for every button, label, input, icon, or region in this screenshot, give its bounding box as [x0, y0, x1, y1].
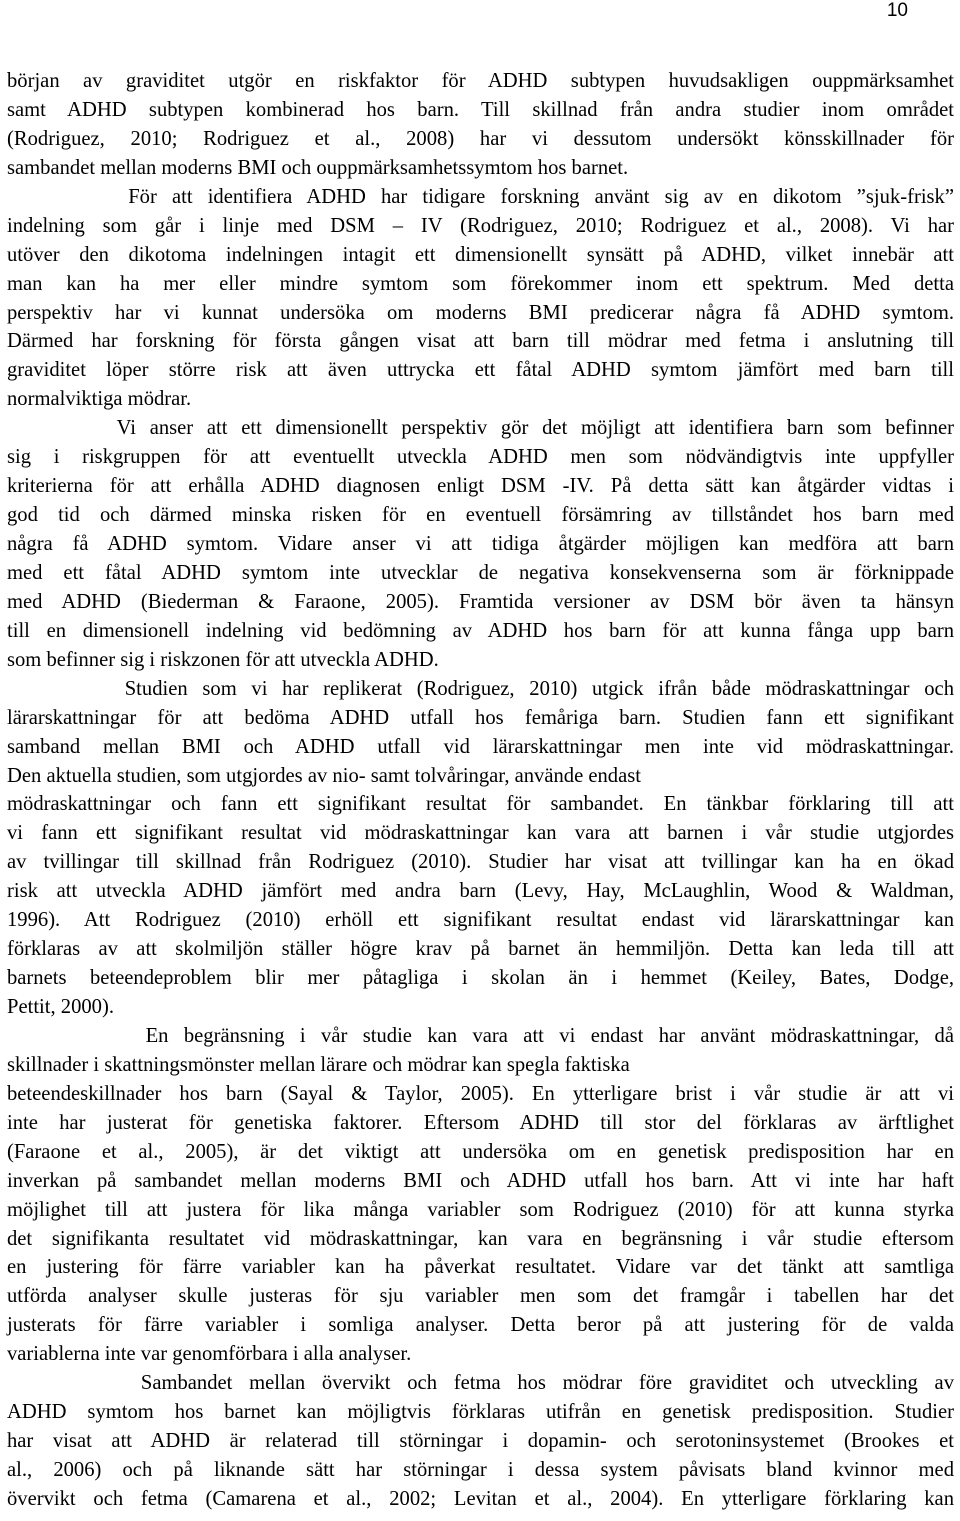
text-line: Pettit, 2000).: [7, 996, 114, 1018]
text-line: sambandet mellan moderns BMI och ouppmärksamhetssymtom hos barnet.: [7, 156, 629, 179]
text-line: 1996). Att Rodriguez (2010) erhöll ett signifikant resultat endast vid lärarskattningar kan: [7, 909, 954, 932]
page-number: 10: [886, 0, 908, 21]
text-line: risk att utveckla ADHD jämfört med andra barn (Levy, Hay, McLaughlin, Wood & Waldman,: [7, 880, 954, 903]
text-line: Vi anser att ett dimensionellt perspektiv gör det möjligt att identifiera barn som befinner: [7, 417, 954, 440]
text-line: kriterierna för att erhålla ADHD diagnosen enligt DSM -IV. På detta sätt kan åtgärder vidtas i: [7, 475, 954, 498]
paragraph: [7, 414, 954, 674]
text-line: Sambandet mellan övervikt och fetma hos mödrar före graviditet och utveckling av: [7, 1372, 954, 1395]
text-line: graviditet löper större risk att även uttrycka ett fåtal ADHD symtom jämfört med barn till: [7, 359, 954, 382]
text-line: (Faraone et al., 2005), är det viktigt att undersöka om en genetisk predisposition har en: [7, 1140, 954, 1163]
body-text: [7, 67, 954, 1514]
text-line: skillnader i skattningsmönster mellan lärare och mödrar kan spegla faktiska: [7, 1053, 630, 1076]
text-line: variablerna inte var genomförbara i alla analyser.: [7, 1343, 412, 1366]
text-line: med ADHD (Biederman & Faraone, 2005). Framtida versioner av DSM bör även ta hänsyn: [7, 590, 954, 613]
text-line: inverkan på sambandet mellan moderns BMI och ADHD utfall hos barn. Att vi inte har haft: [7, 1169, 954, 1192]
text-line: övervikt och fetma (Camarena et al., 2002; Levitan et al., 2004). En ytterligare förklaring kan: [7, 1487, 954, 1510]
text-line: inte har justerat för genetiska faktorer. Eftersom ADHD till stor del förklaras av ärftlighet: [7, 1111, 954, 1134]
text-line: perspektiv har vi kunnat undersöka om moderns BMI predicerar några få ADHD symtom.: [7, 301, 954, 324]
text-line: Därmed har forskning för första gången visat att barn till mödrar med fetma i anslutning till: [7, 330, 954, 353]
text-line: början av graviditet utgör en riskfaktor för ADHD subtypen huvudsakligen ouppmärksamhet: [7, 70, 954, 92]
text-line: några få ADHD symtom. Vidare anser vi att tidiga åtgärder möjligen kan medföra att barn: [7, 533, 954, 555]
text-line: indelning som går i linje med DSM – IV (Rodriguez, 2010; Rodriguez et al., 2008). Vi har: [7, 214, 954, 237]
paragraph: [7, 675, 954, 1022]
text-line: sig i riskgruppen för att eventuellt utveckla ADHD men som nödvändigtvis inte uppfyller: [7, 446, 954, 469]
text-line: till en dimensionell indelning vid bedömning av ADHD hos barn för att kunna fånga upp barn: [7, 619, 954, 642]
text-line: god tid och därmed minska risken för en eventuell försämring av tillståndet hos barn med: [7, 504, 954, 527]
text-line: En begränsning i vår studie kan vara att vi endast har använt mödraskattningar, då: [7, 1024, 954, 1047]
text-line: beteendeskillnader hos barn (Sayal & Taylor, 2005). En ytterligare brist i vår studie är att vi: [7, 1082, 954, 1105]
text-line: utförda analyser skulle justeras för sju variabler men som det framgår i tabellen har det: [7, 1285, 954, 1308]
text-line: barnets beteendeproblem blir mer påtagliga i skolan än i hemmet (Keiley, Bates, Dodge,: [7, 967, 954, 990]
text-line: som befinner sig i riskzonen för att utveckla ADHD.: [7, 648, 439, 671]
text-line: med ett fåtal ADHD symtom inte utvecklar de negativa konsekvenserna som är förknippade: [7, 561, 954, 584]
text-line: har visat att ADHD är relaterad till störningar i dopamin- och serotoninsystemet (Brookes et: [7, 1430, 954, 1453]
paragraph: [7, 1022, 954, 1369]
text-line: av tvillingar till skillnad från Rodriguez (2010). Studier har visat att tvillingar kan ha en ökad: [7, 851, 954, 874]
text-line: möjlighet till att justera för lika många variabler som Rodriguez (2010) för att kunna styrka: [7, 1198, 954, 1221]
text-line: man kan ha mer eller mindre symtom som förekommer inom ett spektrum. Med detta: [7, 272, 954, 295]
text-line: mödraskattningar och fann ett signifikant resultat för sambandet. En tänkbar förklaring till att: [7, 793, 954, 816]
paragraph: [7, 183, 954, 415]
text-line: utöver den dikotoma indelningen intagit ett dimensionellt synsätt på ADHD, vilket innebär att: [7, 243, 954, 266]
text-line: en justering för färre variabler kan ha påverkat resultatet. Vidare var det tänkt att samtliga: [7, 1256, 954, 1279]
paragraph: [7, 1369, 954, 1514]
text-line: Den aktuella studien, som utgjordes av nio- samt tolvåringar, använde endast: [7, 764, 641, 787]
text-line: normalviktiga mödrar.: [7, 388, 192, 411]
text-line: vi fann ett signifikant resultat vid mödraskattningar kan vara att barnen i vår studie utgjordes: [7, 822, 954, 845]
text-line: det signifikanta resultatet vid mödraskattningar, kan vara en begränsning i vår studie eftersom: [7, 1227, 954, 1250]
text-line: justerats för färre variabler i somliga analyser. Detta beror på att justering för de valda: [7, 1314, 954, 1337]
text-line: samt ADHD subtypen kombinerad hos barn. Till skillnad från andra studier inom området: [7, 98, 954, 121]
text-line: För att identifiera ADHD har tidigare forskning använt sig av en dikotom ”sjuk-frisk”: [7, 185, 954, 208]
text-line: Studien som vi har replikerat (Rodriguez, 2010) utgick ifrån både mödraskattningar och: [7, 677, 954, 700]
text-line: al., 2006) och på liknande sätt har störningar i dessa system påvisats bland kvinnor med: [7, 1459, 954, 1481]
text-line: samband mellan BMI och ADHD utfall vid lärarskattningar men inte vid mödraskattningar.: [7, 735, 954, 758]
text-line: lärarskattningar för att bedöma ADHD utfall hos femåriga barn. Studien fann ett signifikant: [7, 706, 954, 729]
text-line: (Rodriguez, 2010; Rodriguez et al., 2008) har vi dessutom undersökt könsskillnader för: [7, 127, 954, 150]
text-line: förklaras av att skolmiljön ställer högre krav på barnet än hemmiljön. Detta kan leda till att: [7, 938, 954, 961]
paragraph: [7, 67, 954, 183]
text-line: ADHD symtom hos barnet kan möjligtvis förklaras utifrån en genetisk predisposition. Studier: [7, 1401, 954, 1424]
